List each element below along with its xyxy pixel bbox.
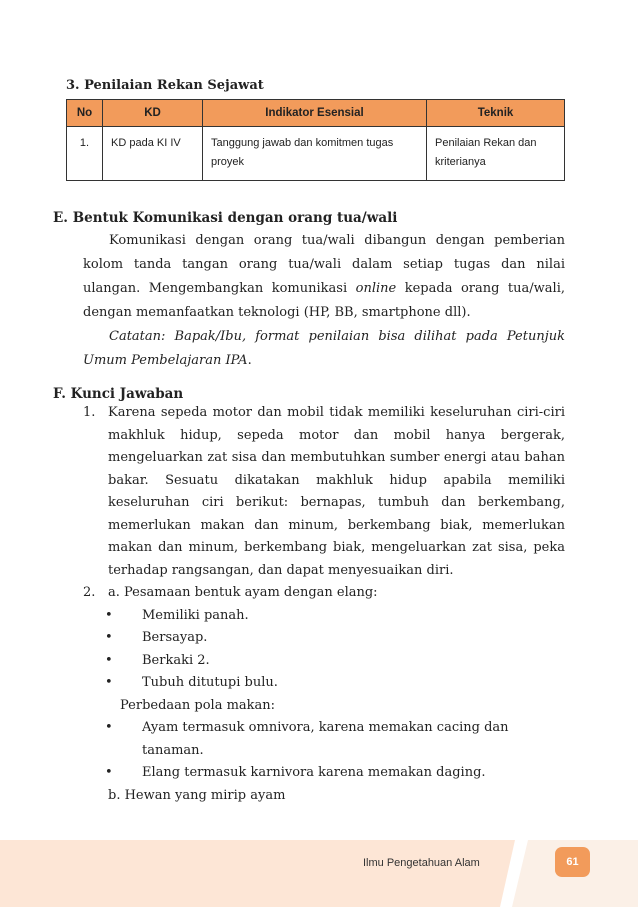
answer-item-1 [83, 402, 565, 582]
similarity-list [83, 605, 565, 695]
para-text-end: kepada orang tua/wali, dengan memanfaatkan teknologi (HP, BB, smartphone dll). [83, 281, 565, 320]
footer-band [0, 840, 638, 907]
header-indikator: Indikator Esensial [203, 100, 427, 127]
section-f-heading: F. Kunci Jawaban [53, 386, 184, 402]
header-teknik: Teknik [427, 100, 565, 127]
header-kd: KD [103, 100, 203, 127]
note-text: Catatan: Bapak/Ibu, format penilaian bisa dilihat pada Petunjuk Umum Pembelajaran IPA [83, 329, 565, 368]
difference-text: Ayam termasuk omnivora, karena memakan cacing dan tanaman. [142, 720, 509, 758]
answer-2-number: 2. [83, 585, 96, 600]
similarity-text: Berkaki 2. [142, 652, 210, 668]
bullet-icon: • [105, 675, 113, 690]
difference-list [83, 717, 565, 785]
section-3-title: 3. Penilaian Rekan Sejawat [66, 78, 264, 93]
assessment-table [66, 99, 565, 181]
list-item [105, 762, 565, 785]
communication-paragraph [83, 229, 565, 325]
table-header-row [67, 100, 565, 127]
answer-key-list [83, 402, 565, 807]
answer-1-number: 1. [83, 405, 96, 420]
list-item [105, 627, 565, 650]
bullet-icon: • [105, 607, 113, 623]
similarity-text: Bersayap. [142, 630, 208, 645]
answer-2b-text: b. Hewan yang mirip ayam [108, 787, 286, 803]
note-paragraph [83, 325, 565, 373]
bullet-icon: • [105, 652, 113, 668]
similarity-text: Tubuh ditutupi bulu. [142, 675, 278, 690]
list-item [105, 605, 565, 628]
header-no: No [67, 100, 103, 127]
answer-1-text: Karena sepeda motor dan mobil tidak memiliki keseluruhan ciri-ciri makhluk hidup, sepeda motor dan mobil hanya bergerak, mengeluarkan zat sisa dan membutuhkan sumber energi atau bahan bakar. Sesuatu dikatakan makhluk hidup apabila memiliki keseluruhan ciri berikut: bernapas, tumbuh dan berkembang, memerlukan makan dan minum, berkembang biak, memerlukan makan dan minum, berkembang biak, mengeluarkan zat sisa, peka terhadap rangsangan, dan dapat menyesuaikan diri. [108, 405, 565, 578]
para-italic-online: online [355, 281, 397, 296]
answer-item-2 [83, 582, 565, 807]
difference-text: Elang termasuk karnivora karena memakan daging. [142, 765, 486, 780]
footer-book-title: Ilmu Pengetahuan Alam [363, 857, 480, 869]
note-period: . [247, 353, 252, 368]
bullet-icon: • [105, 765, 113, 780]
cell-indikator: Tanggung jawab dan komitmen tugas proyek [203, 127, 427, 181]
para-text: Komunikasi dengan orang tua/wali dibangun dengan pemberian kolom tanda tangan orang tua/wali dalam setiap tugas dan nilai ulangan. Mengembangkan komunikasi [83, 233, 565, 296]
difference-title: Perbedaan pola makan: [120, 697, 276, 713]
bullet-icon: • [105, 630, 113, 645]
table-row [67, 127, 565, 181]
cell-no: 1. [67, 127, 103, 181]
list-item [105, 717, 565, 762]
answer-2a-text: a. Pesamaan bentuk ayam dengan elang: [108, 585, 378, 600]
cell-kd: KD pada KI IV [103, 127, 203, 181]
similarity-text: Memiliki panah. [142, 607, 249, 623]
bullet-icon: • [105, 720, 113, 735]
list-item [105, 650, 565, 673]
section-e-body [83, 229, 565, 373]
cell-teknik: Penilaian Rekan dan kriterianya [427, 127, 565, 181]
list-item [105, 672, 565, 695]
section-e-heading: E. Bentuk Komunikasi dengan orang tua/wali [53, 210, 398, 226]
page-number-badge: 61 [555, 847, 590, 877]
